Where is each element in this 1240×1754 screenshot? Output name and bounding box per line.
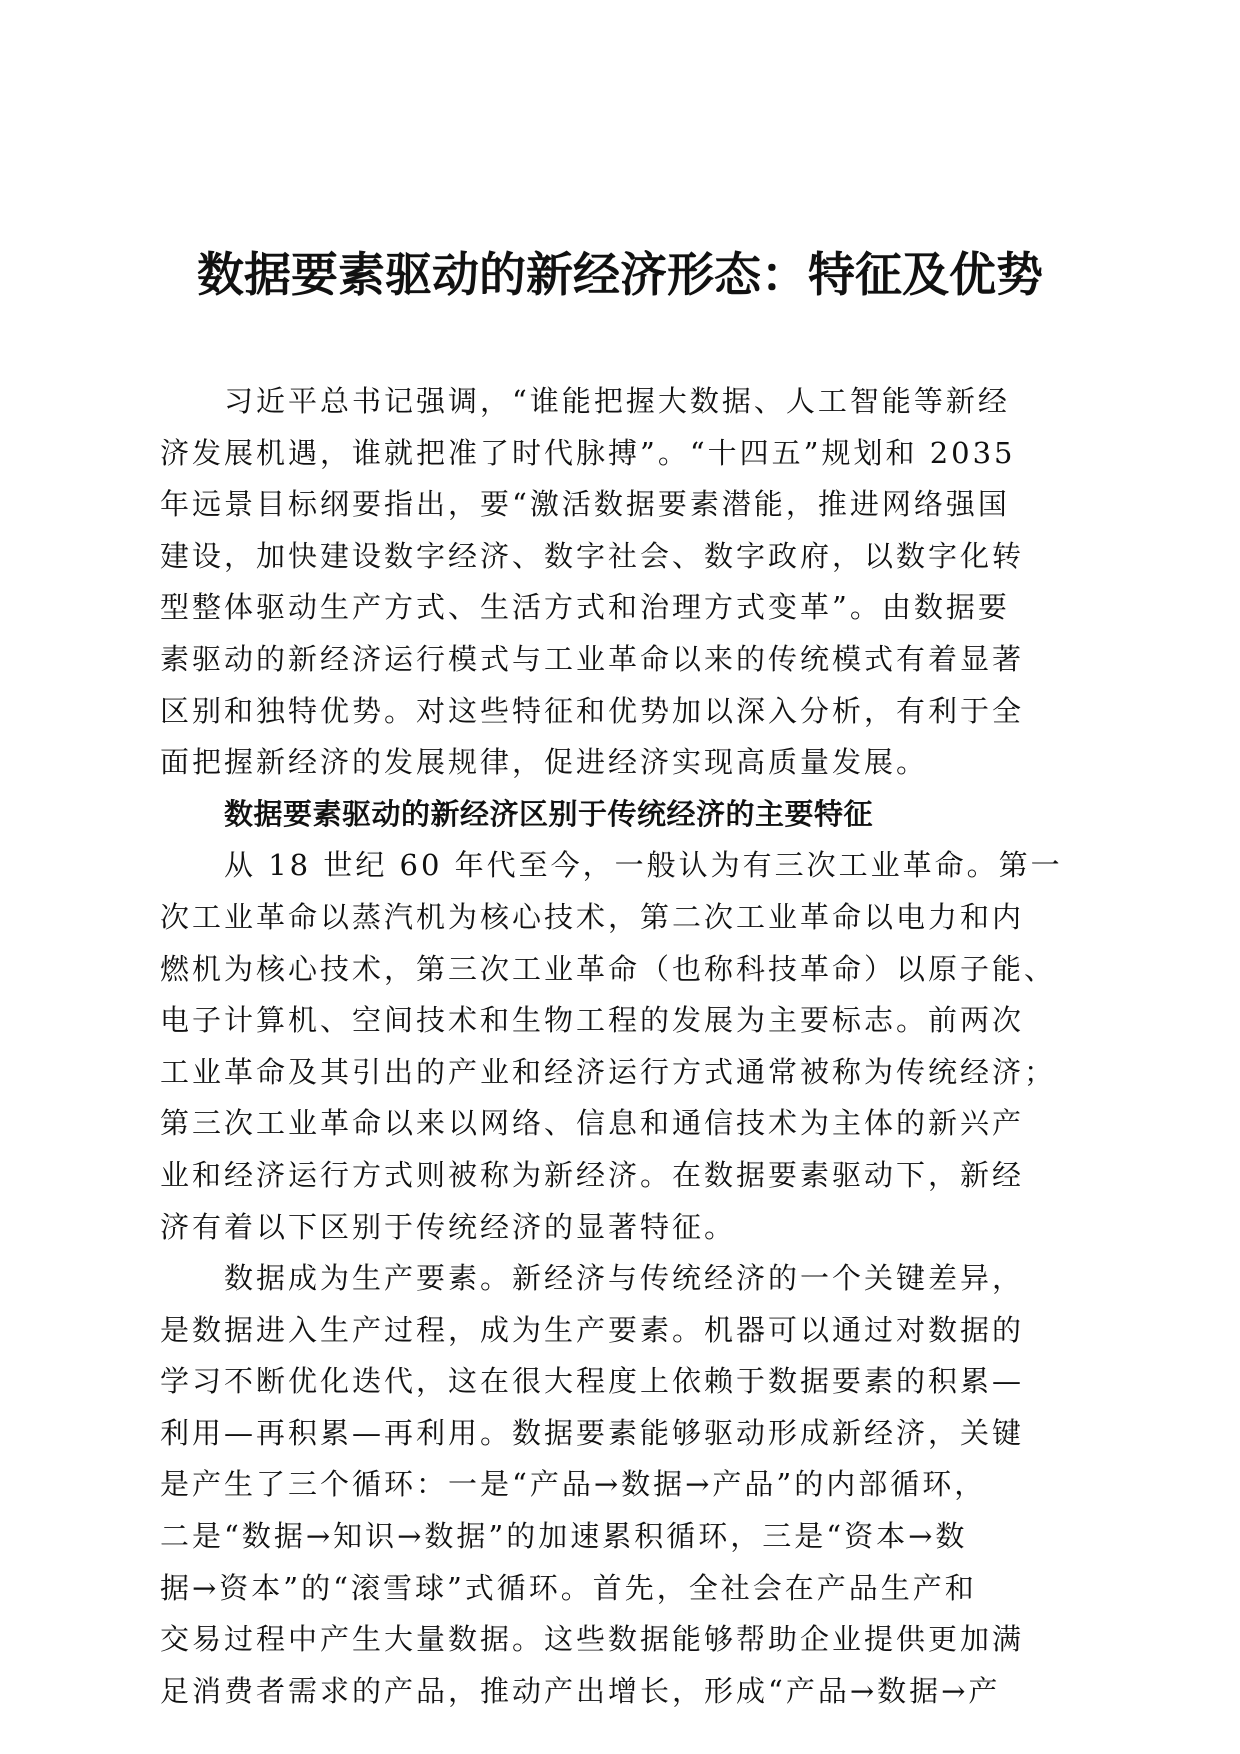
text-line: 据→资本”的“滚雪球”式循环。首先，全社会在产品生产和 — [160, 1570, 977, 1605]
text-line: 燃机为核心技术，第三次工业革命（也称科技革命）以原子能、 — [160, 951, 1057, 986]
document-body — [160, 376, 1080, 1717]
document-title: 数据要素驱动的新经济形态：特征及优势 — [197, 248, 1043, 303]
text-line: 业和经济运行方式则被称为新经济。在数据要素驱动下，新经 — [160, 1157, 1025, 1192]
text-line: 习近平总书记强调，“谁能把握大数据、人工智能等新经 — [224, 384, 1010, 418]
text-line: 建设，加快建设数字经济、数字社会、数字政府，以数字化转 — [160, 538, 1025, 573]
text-line: 面把握新经济的发展规律，促进经济实现高质量发展。 — [160, 745, 929, 780]
intro-paragraph — [160, 376, 1080, 789]
text-line: 数据成为生产要素。新经济与传统经济的一个关键差异， — [224, 1261, 1025, 1296]
history-paragraph — [160, 840, 1080, 1253]
text-line: 年远景目标纲要指出，要“激活数据要素潜能，推进网络强国 — [160, 487, 1010, 522]
text-line: 从 18 世纪 60 年代至今，一般认为有三次工业革命。第一 — [224, 848, 1063, 883]
text-line: 二是“数据→知识→数据”的加速累积循环，三是“资本→数 — [160, 1519, 968, 1554]
text-line: 素驱动的新经济运行模式与工业革命以来的传统模式有着显著 — [160, 641, 1025, 676]
data-factor-paragraph — [160, 1253, 1080, 1717]
text-line: 电子计算机、空间技术和生物工程的发展为主要标志。前两次 — [160, 1003, 1025, 1038]
text-line: 足消费者需求的产品，推动产出增长，形成“产品→数据→产 — [160, 1673, 1001, 1708]
text-line: 型整体驱动生产方式、生活方式和治理方式变革”。由数据要 — [160, 590, 1010, 625]
text-line: 济发展机遇，谁就把准了时代脉搏”。“十四五”规划和 2035 — [160, 435, 1016, 470]
text-line: 次工业革命以蒸汽机为核心技术，第二次工业革命以电力和内 — [160, 899, 1025, 934]
text-line: 区别和独特优势。对这些特征和优势加以深入分析，有利于全 — [160, 693, 1025, 728]
text-line: 是数据进入生产过程，成为生产要素。机器可以通过对数据的 — [160, 1312, 1025, 1347]
text-line: 济有着以下区别于传统经济的显著特征。 — [160, 1209, 737, 1244]
section-heading: 数据要素驱动的新经济区别于传统经济的主要特征 — [224, 796, 874, 831]
text-line: 是产生了三个循环：一是“产品→数据→产品”的内部循环， — [160, 1467, 987, 1502]
text-line: 利用—再积累—再利用。数据要素能够驱动形成新经济，关键 — [160, 1415, 1025, 1450]
text-line: 学习不断优化迭代，这在很大程度上依赖于数据要素的积累— — [160, 1364, 1025, 1399]
text-line: 交易过程中产生大量数据。这些数据能够帮助企业提供更加满 — [160, 1622, 1025, 1657]
text-line: 工业革命及其引出的产业和经济运行方式通常被称为传统经济； — [160, 1054, 1057, 1089]
text-line: 第三次工业革命以来以网络、信息和通信技术为主体的新兴产 — [160, 1106, 1025, 1141]
